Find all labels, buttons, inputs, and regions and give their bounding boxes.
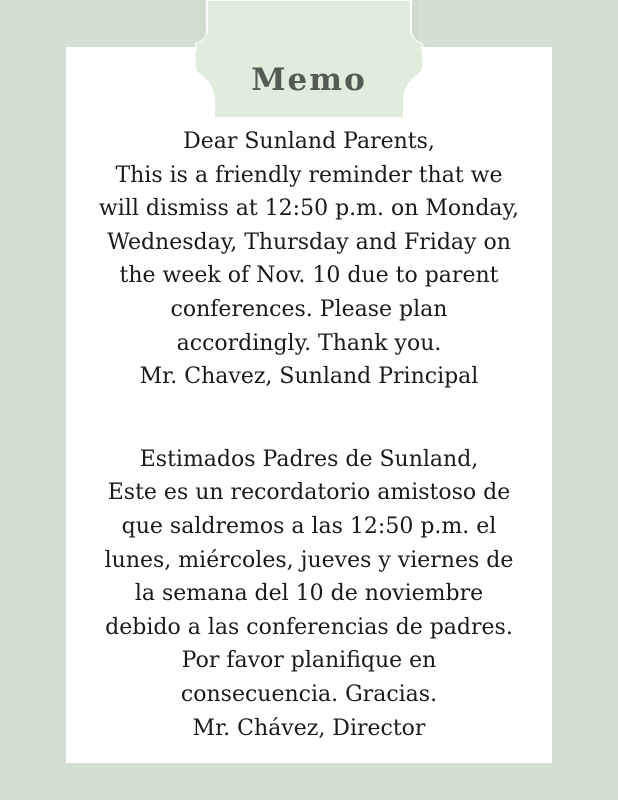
memo-spanish-line: lunes, miércoles, jueves y viernes de [104, 547, 514, 573]
memo-spanish-line: consecuencia. Gracias. [180, 681, 438, 707]
memo-spanish-signature: Mr. Chávez, Director [192, 715, 426, 741]
memo-spanish-line: Este es un recordatorio amistoso de [107, 480, 511, 506]
paragraph-spacer [52, 394, 566, 443]
memo-spanish-line: Por favor planifique en [181, 648, 437, 674]
memo-english-line: Dear Sunland Parents, [183, 129, 435, 154]
memo-english-line: This is a friendly reminder that we [115, 162, 503, 188]
memo-spanish-line: debido a las conferencias de padres. [105, 614, 513, 640]
memo-english-line: Wednesday, Thursday and Friday on [107, 229, 511, 255]
memo-english-signature: Mr. Chavez, Sunland Principal [139, 364, 479, 390]
memo-english-line: the week of Nov. 10 due to parent [119, 263, 499, 289]
memo-spanish-line: Estimados Padres de Sunland, [139, 446, 479, 472]
memo-title: Memo [251, 62, 367, 98]
memo-body [52, 125, 566, 745]
memo-english-line: will dismiss at 12:50 p.m. on Monday, [98, 196, 520, 222]
memo-spanish-line: que saldremos a las 12:50 p.m. el [121, 513, 497, 539]
memo-english-line: accordingly. Thank you. [176, 330, 442, 356]
memo-english-line: conferences. Please plan [170, 296, 448, 322]
memo-spanish-line: la semana del 10 de noviembre [134, 581, 484, 607]
